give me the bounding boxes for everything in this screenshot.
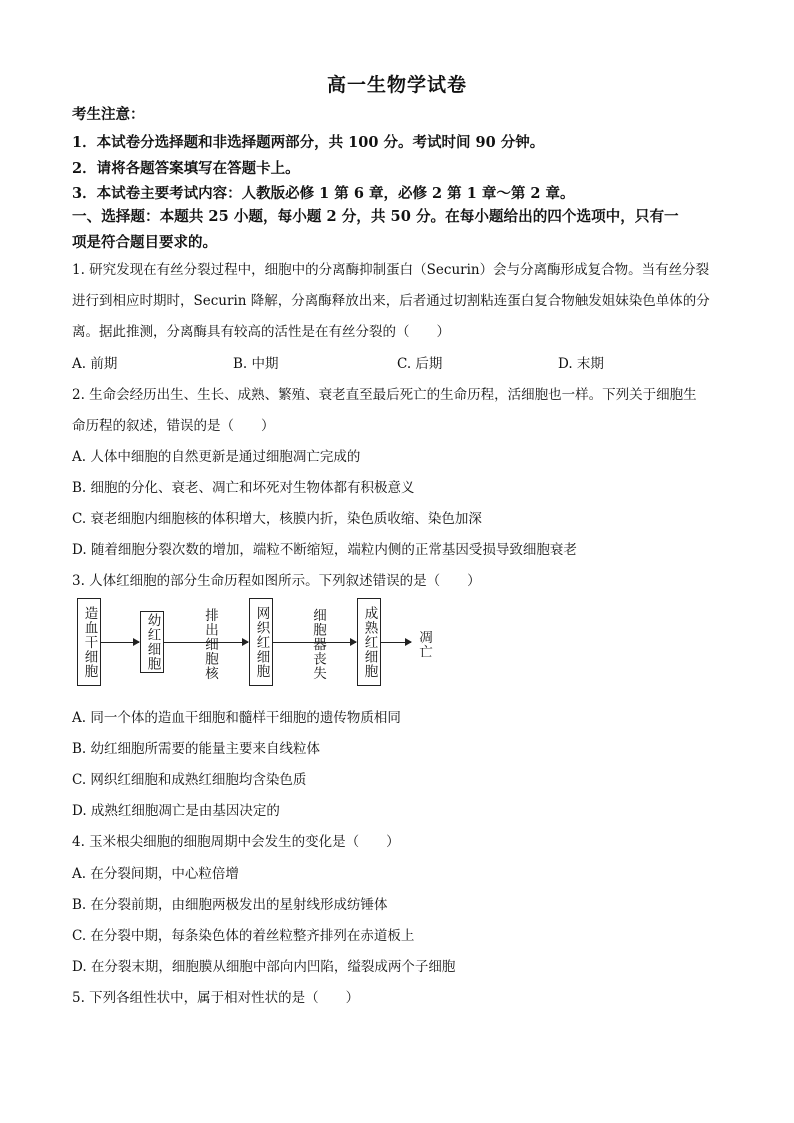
option-c[interactable]: C. 网织红细胞和成熟红细胞均含染色质 (72, 772, 307, 788)
question-2-text: 命历程的叙述，错误的是（ ） (72, 418, 275, 434)
question-1-text: 离。据此推测，分离酶具有较高的活性是在有丝分裂的（ ） (72, 324, 450, 340)
stage-box-hematopoietic-stem-cell: 造血干细胞 (77, 598, 101, 686)
option-d[interactable]: D. 成熟红细胞凋亡是由基因决定的 (72, 803, 280, 819)
stage-box-erythroblast: 幼红细胞 (140, 611, 164, 673)
option-a[interactable]: A. 前期 (72, 356, 118, 372)
stage-box-mature-red-blood-cell: 成熟红细胞 (357, 598, 381, 686)
option-c[interactable]: C. 衰老细胞内细胞核的体积增大，核膜内折，染色质收缩、染色加深 (72, 511, 482, 527)
question-4-text: 4. 玉米根尖细胞的细胞周期中会发生的变化是（ ） (72, 834, 400, 850)
option-b[interactable]: B. 中期 (233, 356, 279, 372)
question-1-text: 进行到相应时期时，Securin 降解，分离酶释放出来，后者通过切割粘连蛋白复合物触发姐妹染色单体的分 (72, 293, 710, 309)
option-a[interactable]: A. 在分裂间期，中心粒倍增 (72, 866, 239, 882)
notice-item: 2．请将各题答案填写在答题卡上。 (72, 160, 300, 177)
section-heading-line: 项是符合题目要求的。 (72, 234, 217, 251)
section-heading-line: 一、选择题：本题共 25 小题，每小题 2 分，共 50 分。在每小题给出的四个选项中，只有一 (72, 208, 679, 225)
option-b[interactable]: B. 在分裂前期，由细胞两极发出的星射线形成纺锤体 (72, 897, 388, 913)
option-b[interactable]: B. 细胞的分化、衰老、凋亡和坏死对生物体都有积极意义 (72, 480, 415, 496)
option-c[interactable]: C. 在分裂中期，每条染色体的着丝粒整齐排列在赤道板上 (72, 928, 415, 944)
notice-item: 3．本试卷主要考试内容：人教版必修 1 第 6 章，必修 2 第 1 章～第 2 章。 (72, 185, 575, 202)
option-a[interactable]: A. 人体中细胞的自然更新是通过细胞凋亡完成的 (72, 449, 361, 465)
question-3-text: 3. 人体红细胞的部分生命历程如图所示。下列叙述错误的是（ ） (72, 573, 481, 589)
question-2-text: 2. 生命会经历出生、生长、成熟、繁殖、衰老直至最后死亡的生命历程，活细胞也一样。下列关于细胞生 (72, 387, 697, 403)
option-d[interactable]: D. 随着细胞分裂次数的增加，端粒不断缩短，端粒内侧的正常基因受损导致细胞衰老 (72, 542, 577, 558)
step-label-enucleation: 排出细胞核 (202, 608, 218, 681)
page-title: 高一生物学试卷 (326, 74, 467, 96)
arrow (101, 642, 139, 643)
notice-item: 1．本试卷分选择题和非选择题两部分，共 100 分。考试时间 90 分钟。 (72, 134, 545, 151)
end-label-apoptosis: 凋亡 (416, 630, 432, 659)
question-5-text: 5. 下列各组性状中，属于相对性状的是（ ） (72, 990, 360, 1006)
option-b[interactable]: B. 幼红细胞所需要的能量主要来自线粒体 (72, 741, 321, 757)
option-a[interactable]: A. 同一个体的造血干细胞和髓样干细胞的遗传物质相同 (72, 710, 401, 726)
notice-heading: 考生注意： (72, 106, 145, 123)
question-1-text: 1. 研究发现在有丝分裂过程中，细胞中的分离酶抑制蛋白（Securin）会与分离酶形成复合物。当有丝分裂 (72, 262, 710, 278)
red-blood-cell-lifecycle-diagram (70, 598, 470, 690)
option-c[interactable]: C. 后期 (397, 356, 443, 372)
option-d[interactable]: D. 末期 (558, 356, 604, 372)
arrow (381, 642, 411, 643)
option-d[interactable]: D. 在分裂末期，细胞膜从细胞中部向内凹陷，缢裂成两个子细胞 (72, 959, 456, 975)
step-label-organelle-loss: 细胞器丧失 (310, 608, 326, 681)
stage-box-reticulocyte: 网织红细胞 (249, 598, 273, 686)
